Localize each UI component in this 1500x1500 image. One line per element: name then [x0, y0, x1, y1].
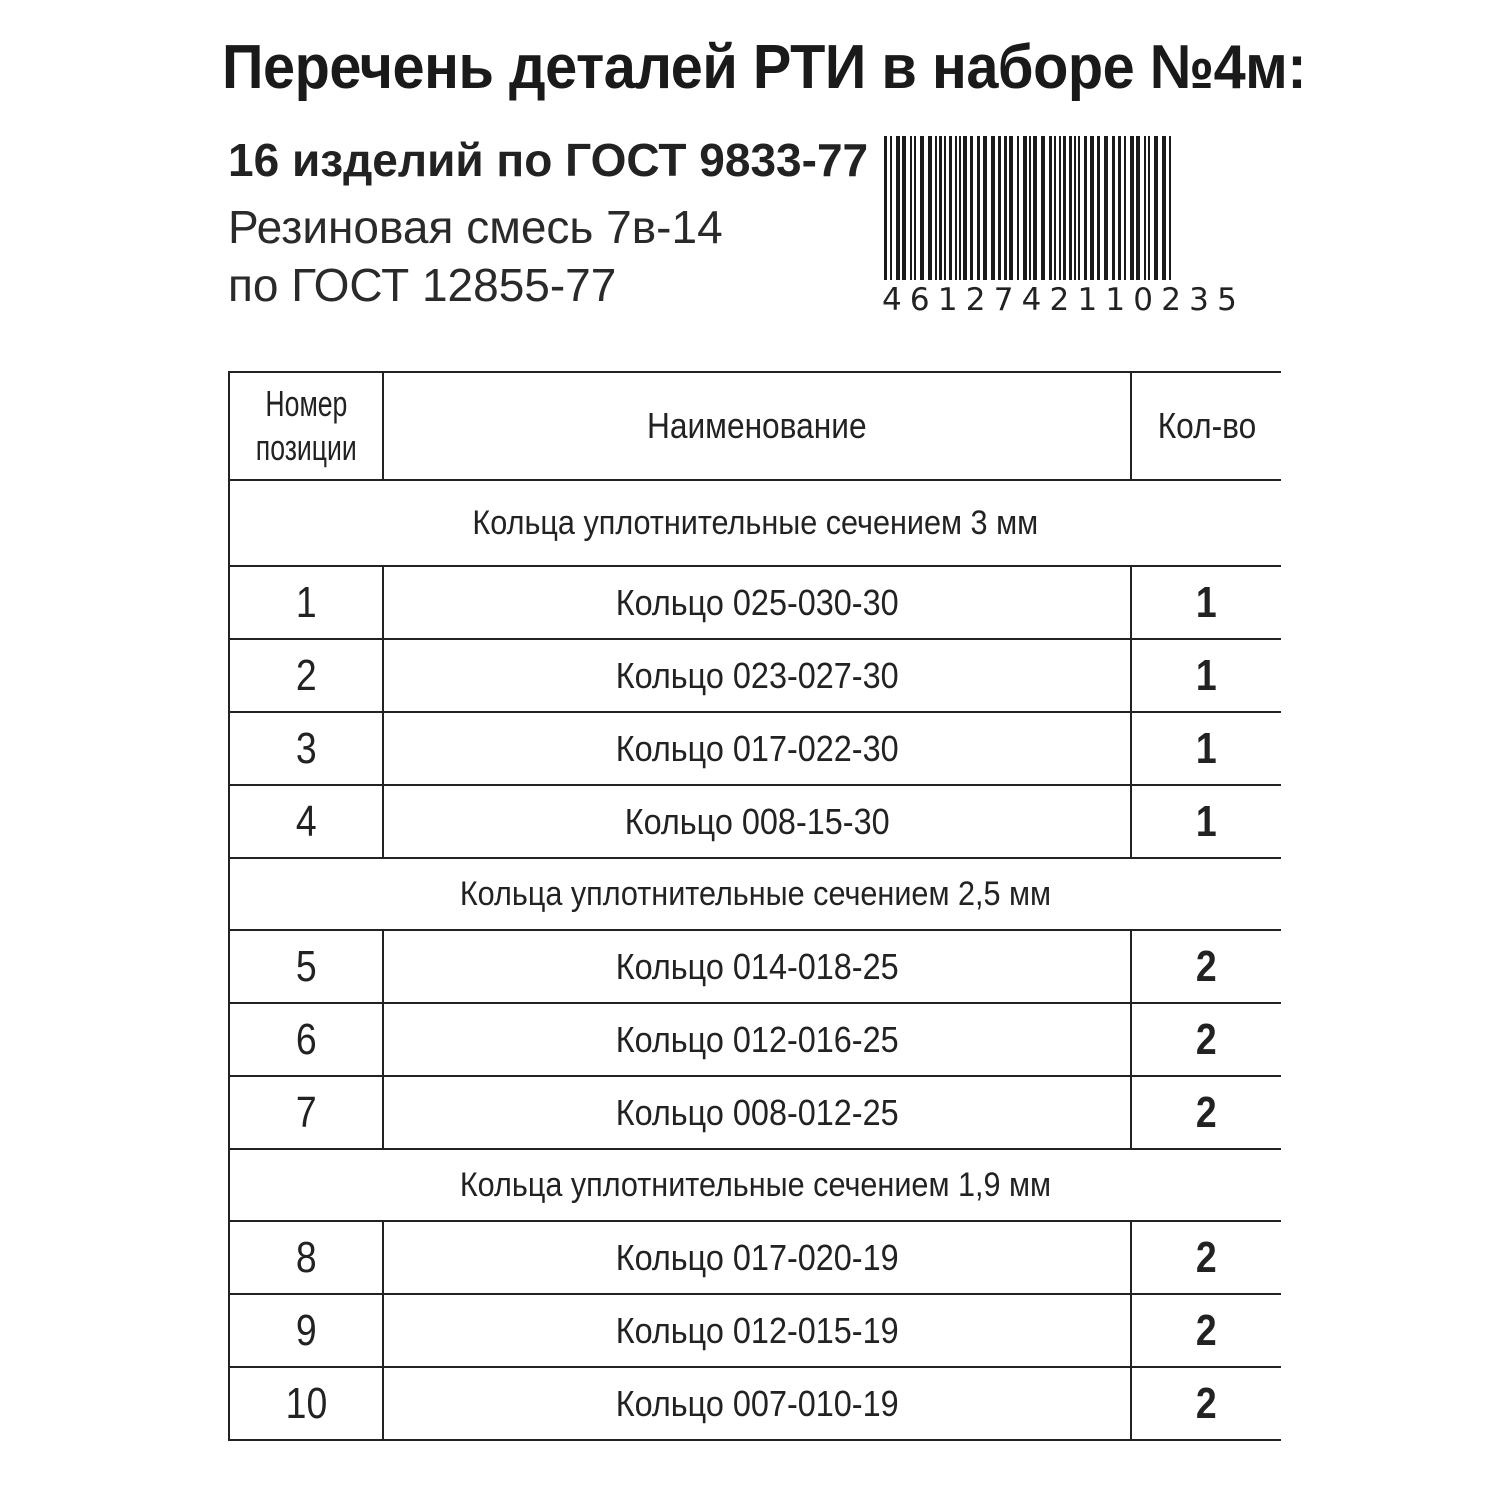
table-row	[229, 1076, 1281, 1149]
table-row	[229, 785, 1281, 858]
barcode-bar	[1118, 136, 1121, 280]
table-row	[229, 712, 1281, 785]
barcode-bar	[1033, 136, 1037, 280]
barcode-number: 4612742110235	[882, 282, 1246, 318]
barcode-bar	[949, 136, 952, 280]
header-quantity: Кол-во	[1131, 372, 1281, 480]
barcode-bars	[880, 130, 1280, 280]
quantity-cell: 1	[1131, 712, 1281, 785]
barcode-bar	[935, 136, 937, 280]
barcode-bar	[1124, 136, 1126, 280]
quantity-cell: 1	[1131, 785, 1281, 858]
barcode-bar	[944, 136, 946, 280]
barcode-bar	[1074, 136, 1076, 280]
name-cell: Кольцо 017-020-19	[383, 1221, 1131, 1294]
material-line-2: по ГОСТ 12855-77	[228, 259, 617, 311]
quantity-cell: 2	[1131, 930, 1281, 1003]
table-row	[229, 1367, 1281, 1440]
position-cell: 3	[229, 712, 383, 785]
barcode-bar	[896, 136, 900, 280]
position-cell: 4	[229, 785, 383, 858]
position-cell: 6	[229, 1003, 383, 1076]
barcode-bar	[902, 136, 906, 280]
quantity-cell: 2	[1131, 1003, 1281, 1076]
position-cell: 2	[229, 639, 383, 712]
barcode-bar	[1017, 136, 1019, 280]
name-cell: Кольцо 012-015-19	[383, 1294, 1131, 1367]
name-cell: Кольцо 017-022-30	[383, 712, 1131, 785]
barcode-bar	[890, 136, 892, 280]
barcode-bar	[939, 136, 942, 280]
barcode-bar	[1063, 136, 1066, 280]
barcode-bar	[1104, 136, 1108, 280]
position-cell: 5	[229, 930, 383, 1003]
barcode-bar	[920, 136, 924, 280]
barcode-bar	[1154, 136, 1158, 280]
barcode-bar	[1069, 136, 1072, 280]
barcode-bar	[1144, 136, 1146, 280]
table-row	[229, 930, 1281, 1003]
barcode-bar	[1041, 136, 1045, 280]
section-row	[229, 858, 1281, 930]
barcode-bar	[910, 136, 912, 280]
barcode-bar	[1162, 136, 1166, 280]
barcode-bar	[1078, 136, 1080, 280]
quantity-cell: 2	[1131, 1221, 1281, 1294]
barcode-bar	[1009, 136, 1013, 280]
header-name: Наименование	[383, 372, 1131, 480]
quantity-cell: 2	[1131, 1076, 1281, 1149]
name-cell: Кольцо 008-15-30	[383, 785, 1131, 858]
barcode-bar	[884, 136, 887, 280]
table-header-row	[229, 372, 1281, 480]
rubber-compound-info	[228, 198, 723, 314]
name-cell: Кольцо 023-027-30	[383, 639, 1131, 712]
section-row	[229, 480, 1281, 566]
barcode-bar	[928, 136, 932, 280]
parts-table	[228, 371, 1281, 1441]
quantity-cell: 2	[1131, 1367, 1281, 1440]
barcode-bar	[1136, 136, 1140, 280]
section-row	[229, 1149, 1281, 1221]
name-cell: Кольцо 008-012-25	[383, 1076, 1131, 1149]
document-title: Перечень деталей РТИ в наборе №4м:	[222, 33, 1307, 102]
name-cell: Кольцо 014-018-25	[383, 930, 1131, 1003]
barcode-bar	[1169, 136, 1171, 280]
name-cell: Кольцо 012-016-25	[383, 1003, 1131, 1076]
barcode-bar	[1004, 136, 1007, 280]
barcode-bar	[1148, 136, 1150, 280]
quantity-cell: 1	[1131, 566, 1281, 639]
barcode-bar	[977, 136, 980, 280]
position-cell: 1	[229, 566, 383, 639]
section-title: Кольца уплотнительные сечением 3 мм	[229, 480, 1281, 566]
position-cell: 10	[229, 1367, 383, 1440]
barcode-bar	[1059, 136, 1061, 280]
position-cell: 9	[229, 1294, 383, 1367]
table-row	[229, 1003, 1281, 1076]
position-cell: 8	[229, 1221, 383, 1294]
barcode-bar	[914, 136, 916, 280]
barcode-bar	[1084, 136, 1087, 280]
barcode-bar	[963, 136, 967, 280]
barcode-bar	[1097, 136, 1100, 280]
name-cell: Кольцо 025-030-30	[383, 566, 1131, 639]
section-title: Кольца уплотнительные сечением 1,9 мм	[229, 1149, 1281, 1221]
section-title: Кольца уплотнительные сечением 2,5 мм	[229, 858, 1281, 930]
material-line-1: Резиновая смесь 7в-14	[228, 201, 723, 253]
barcode-bar	[1029, 136, 1031, 280]
item-count-standard: 16 изделий по ГОСТ 9833-77	[228, 134, 869, 186]
barcode-bar	[991, 136, 995, 280]
barcode-bar	[983, 136, 987, 280]
header-position-number: Номер позиции	[229, 372, 383, 480]
barcode-bar	[970, 136, 973, 280]
barcode-bar	[1130, 136, 1134, 280]
barcode-bar	[1090, 136, 1094, 280]
barcode-bar	[959, 136, 961, 280]
table-row	[229, 639, 1281, 712]
barcode-bar	[1023, 136, 1027, 280]
quantity-cell: 2	[1131, 1294, 1281, 1367]
table-row	[229, 566, 1281, 639]
barcode-bar	[1054, 136, 1056, 280]
name-cell: Кольцо 007-010-19	[383, 1367, 1131, 1440]
position-cell: 7	[229, 1076, 383, 1149]
barcode-bar	[998, 136, 1001, 280]
table-row	[229, 1294, 1281, 1367]
barcode-bar	[955, 136, 957, 280]
barcode-bar	[1112, 136, 1115, 280]
barcode-bar	[1049, 136, 1052, 280]
table-row	[229, 1221, 1281, 1294]
quantity-cell: 1	[1131, 639, 1281, 712]
